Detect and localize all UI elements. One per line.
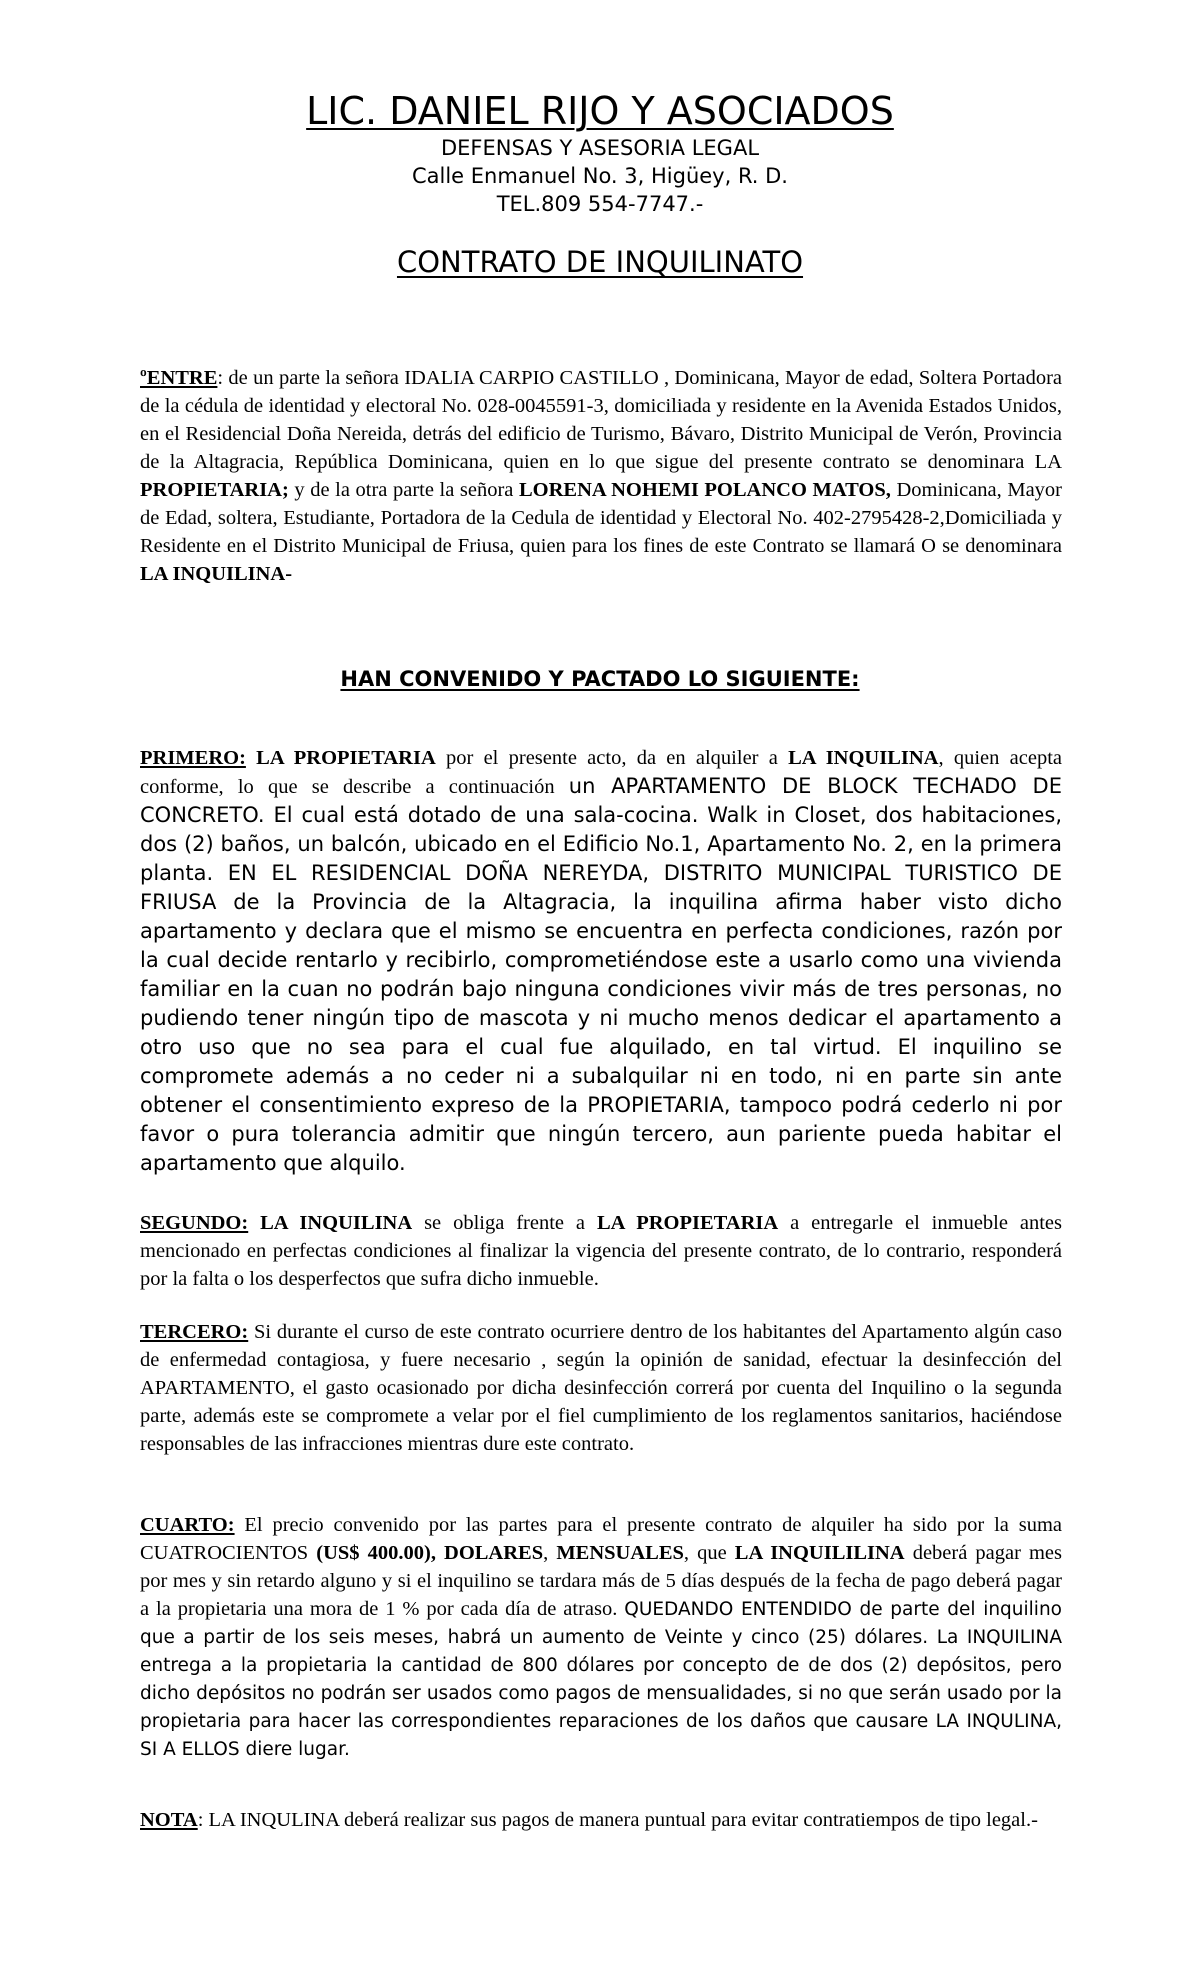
paragraph-cuarto [140, 1511, 1062, 1763]
cuarto-text-3: , que [683, 1542, 735, 1564]
firm-address: Calle Enmanuel No. 3, Higüey, R. D. [411, 164, 788, 188]
tercero-label: TERCERO: [140, 1321, 249, 1343]
cuarto-text-2: , [543, 1542, 557, 1564]
primero-text-1: por el presente acto, da en alquiler a [435, 747, 789, 769]
cuarto-text-4: deberá pagar mes por mes y sin retardo alguno y si el inquilino se tardara más de 5 días después de la fecha de pago deberá pagar a la propietaria una mora de 1 % por cada día de atraso. [140, 1542, 1062, 1620]
firm-phone: TEL.809 554-7747.- [496, 192, 704, 216]
segundo-bold-1: LA INQUILINA [248, 1212, 413, 1234]
primero-label: PRIMERO: [140, 747, 246, 769]
segundo-text-2: a entregarle el inmueble antes mencionado en perfectas condiciones al finalizar la vigencia del presente contrato, de lo contrario, responderá por la falta o los desperfectos que sufra dicho inmueble. [140, 1212, 1062, 1290]
entre-text-3: Dominicana, Mayor de Edad, soltera, Estudiante, Portadora de la Cedula de identidad y Electoral No. 402-2795428-2,Domiciliada y Residente en el Distrito Municipal de Friusa, quien para los fines de este Contrato se llamará O se denominara [140, 479, 1062, 557]
document-title: CONTRATO DE INQUILINATO [396, 245, 804, 279]
entre-bold-2: LORENA NOHEMI POLANCO MATOS, [518, 479, 891, 501]
segundo-bold-2: LA PROPIETARIA [596, 1212, 779, 1234]
paragraph-segundo [140, 1209, 1062, 1293]
entre-bold-1: PROPIETARIA; [140, 479, 289, 501]
cuarto-label: CUARTO: [140, 1514, 235, 1536]
nota-text-1: : LA INQULINA deberá realizar sus pagos de manera puntual para evitar contratiempos de tipo legal.- [197, 1809, 1038, 1831]
nota-label: NOTA [140, 1809, 198, 1831]
paragraph-nota [140, 1806, 1062, 1834]
primero-text-3: un APARTAMENTO DE BLOCK TECHADO DE CONCRETO. El cual está dotado de una sala-cocina. Walk in Closet, dos habitaciones, dos (2) baños, un balcón, ubicado en el Edificio No.1, Apartamento No. 2, en la primera planta. EN EL RESIDENCIAL DOÑA NEREYDA, DISTRITO MUNICIPAL TURISTICO DE FRIUSA de la Provincia de la Altagracia, la inquilina afirma haber visto dicho apartamento y declara que el mismo se encuentra en perfecta condiciones, razón por la cual decide rentarlo y recibirlo, comprometiéndose este a usarlo como una vivienda familiar en la cuan no podrán bajo ninguna condiciones vivir más de tres personas, no pudiendo tener ningún tipo de mascota y ni mucho menos dedicar el apartamento a otro uso que no sea para el cual fue alquilado, en tal virtud. El inquilino se compromete además a no ceder ni a subalquilar ni en todo, ni en parte sin ante obtener el consentimiento expreso de la PROPIETARIA, tampoco podrá cederlo ni por favor o pura tolerancia admitir que ningún tercero, aun pariente pueda habitar el apartamento que alquilo. [140, 774, 1062, 1175]
entre-label: ºENTRE [140, 367, 218, 389]
paragraph-primero [140, 744, 1062, 1178]
segundo-text-1: se obliga frente a [412, 1212, 597, 1234]
firm-name: LIC. DANIEL RIJO Y ASOCIADOS [306, 89, 894, 133]
primero-bold-2: LA INQUILINA [788, 747, 939, 769]
cuarto-text-5: QUEDANDO ENTENDIDO de parte del inquilino que a partir de los seis meses, habrá un aumento de Veinte y cinco (25) dólares. La INQUILINA entrega a la propietaria la cantidad de 800 dólares por concepto de de dos (2) depósitos, pero dicho depósitos no podrán ser usados como pagos de mensualidades, si no que serán usado por la propietaria para hacer las correspondientes reparaciones de los daños que causare LA INQULINA, SI A ELLOS diere lugar. [140, 1599, 1062, 1760]
primero-bold-1: LA PROPIETARIA [245, 747, 436, 769]
segundo-label: SEGUNDO: [140, 1212, 249, 1234]
paragraph-entre [140, 364, 1062, 588]
primero-text-2: , quien acepta conforme, lo que se describe a continuación [140, 747, 1062, 798]
tercero-text-1: Si durante el curso de este contrato ocurriere dentro de los habitantes del Apartamento algún caso de enfermedad contagiosa, y fuere necesario , según la opinión de sanidad, efectuar la desinfección del APARTAMENTO, el gasto ocasionado por dicha desinfección correrá por cuenta del Inquilino o la segunda parte, además este se compromete a velar por el fiel cumplimiento de los reglamentos sanitarios, haciéndose responsables de las infracciones mientras dure este contrato. [140, 1321, 1062, 1455]
cuarto-bold-1: (US$ 400.00), DOLARES [316, 1542, 544, 1564]
entre-text-2: y de la otra parte la señora [288, 479, 519, 501]
entre-bold-3: LA INQUILINA- [140, 563, 293, 585]
cuarto-bold-3: LA INQUILILINA [734, 1542, 905, 1564]
agreement-heading: HAN CONVENIDO Y PACTADO LO SIGUIENTE: [340, 667, 860, 691]
paragraph-tercero [140, 1318, 1062, 1458]
firm-subtitle: DEFENSAS Y ASESORIA LEGAL [440, 136, 760, 160]
cuarto-bold-2: MENSUALES [556, 1542, 684, 1564]
cuarto-text-1: El precio convenido por las partes para el presente contrato de alquiler ha sido por la suma CUATROCIENTOS [140, 1514, 1062, 1564]
entre-text-1: : de un parte la señora IDALIA CARPIO CASTILLO , Dominicana, Mayor de edad, Soltera Portadora de la cédula de identidad y electoral No. 028-0045591-3, domiciliada y residente en la Avenida Estados Unidos, en el Residencial Doña Nereida, detrás del edificio de Turismo, Bávaro, Distrito Municipal de Verón, Provincia de la Altagracia, República Dominicana, quien en lo que sigue del presente contrato se denominara LA [140, 367, 1062, 473]
